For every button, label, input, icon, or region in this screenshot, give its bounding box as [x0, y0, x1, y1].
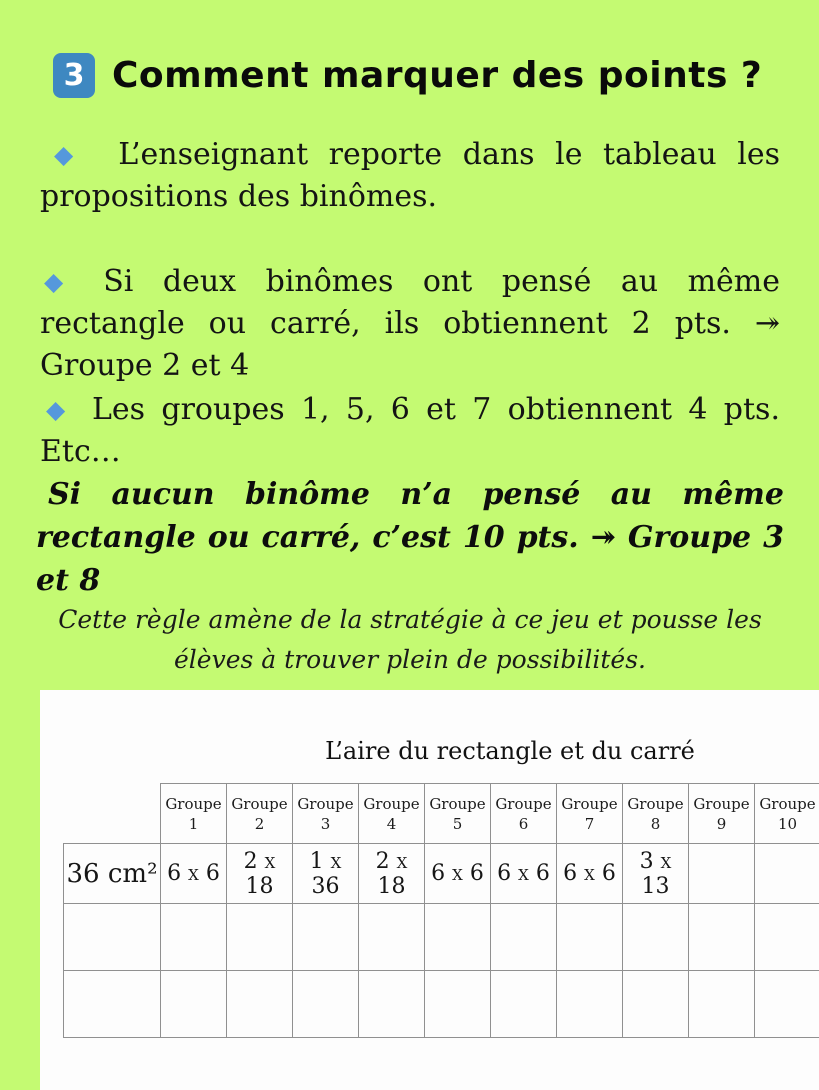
bullet-text: L’enseignant reporte dans le tableau les propositions des binômes.: [40, 137, 780, 214]
diamond-bullet-icon: ◆: [44, 267, 83, 296]
answer-cell: [491, 971, 557, 1038]
bullet-item-2: [40, 261, 780, 387]
answer-cell: [689, 971, 755, 1038]
answer-cell-g8: 3 x 13: [623, 844, 689, 904]
area-label-cell: [64, 971, 161, 1038]
answer-cell: [227, 904, 293, 971]
corner-cell: [64, 784, 161, 844]
area-label-cell: [64, 904, 161, 971]
answer-cell: [425, 971, 491, 1038]
table-row: [64, 971, 819, 1038]
table-row: [64, 904, 819, 971]
column-header-groupe-6: Groupe 6: [491, 784, 557, 844]
score-table-panel: [40, 690, 819, 1090]
answer-cell-g10: [755, 844, 819, 904]
table-header-row: [64, 784, 819, 844]
column-header-groupe-9: Groupe 9: [689, 784, 755, 844]
answer-cell-g3: 1 x 36: [293, 844, 359, 904]
answer-cell: [161, 904, 227, 971]
score-table: [63, 783, 819, 1038]
bullet-item-3: [40, 389, 780, 473]
answer-cell: [557, 971, 623, 1038]
area-label-cell: 36 cm²: [64, 844, 161, 904]
column-header-groupe-3: Groupe 3: [293, 784, 359, 844]
answer-cell: [557, 904, 623, 971]
answer-cell: [359, 971, 425, 1038]
answer-cell: [425, 904, 491, 971]
column-header-groupe-7: Groupe 7: [557, 784, 623, 844]
answer-cell-g6: 6 x 6: [491, 844, 557, 904]
answer-cell: [755, 971, 819, 1038]
bullet-text: Si deux binômes ont pensé au même rectangle ou carré, ils obtiennent 2 pts. ↠ Groupe 2 et 4: [40, 264, 780, 383]
answer-cell-g4: 2 x 18: [359, 844, 425, 904]
answer-cell: [161, 971, 227, 1038]
answer-cell-g5: 6 x 6: [425, 844, 491, 904]
answer-cell: [755, 904, 819, 971]
column-header-groupe-8: Groupe 8: [623, 784, 689, 844]
table-row: [64, 844, 819, 904]
column-header-groupe-10: Groupe 10: [755, 784, 819, 844]
answer-cell: [227, 971, 293, 1038]
column-header-groupe-4: Groupe 4: [359, 784, 425, 844]
table-title: L’aire du rectangle et du carré: [40, 736, 819, 766]
answer-cell-g1: 6 x 6: [161, 844, 227, 904]
column-header-groupe-1: Groupe 1: [161, 784, 227, 844]
answer-cell-g7: 6 x 6: [557, 844, 623, 904]
bullet-text: Les groupes 1, 5, 6 et 7 obtiennent 4 pts. Etc…: [40, 392, 780, 469]
section-number-badge: 3: [53, 53, 95, 98]
answer-cell-g2: 2 x 18: [227, 844, 293, 904]
bullet-item-1: [40, 134, 780, 218]
answer-cell: [623, 971, 689, 1038]
column-header-groupe-5: Groupe 5: [425, 784, 491, 844]
emphasis-rule-text: Si aucun binôme n’a pensé au même rectangle ou carré, c’est 10 pts. ↠ Groupe 3 et 8: [36, 473, 784, 602]
answer-cell: [689, 904, 755, 971]
answer-cell: [359, 904, 425, 971]
strategy-note-text: Cette règle amène de la stratégie à ce jeu et pousse les élèves à trouver plein de possibilités.: [40, 600, 780, 680]
section-header: [53, 53, 762, 98]
answer-cell: [491, 904, 557, 971]
page-title: Comment marquer des points ?: [112, 53, 762, 98]
answer-cell: [623, 904, 689, 971]
answer-cell: [293, 971, 359, 1038]
answer-cell: [293, 904, 359, 971]
answer-cell-g9: [689, 844, 755, 904]
column-header-groupe-2: Groupe 2: [227, 784, 293, 844]
diamond-bullet-icon: ◆: [54, 140, 84, 169]
diamond-bullet-icon: ◆: [46, 395, 72, 424]
